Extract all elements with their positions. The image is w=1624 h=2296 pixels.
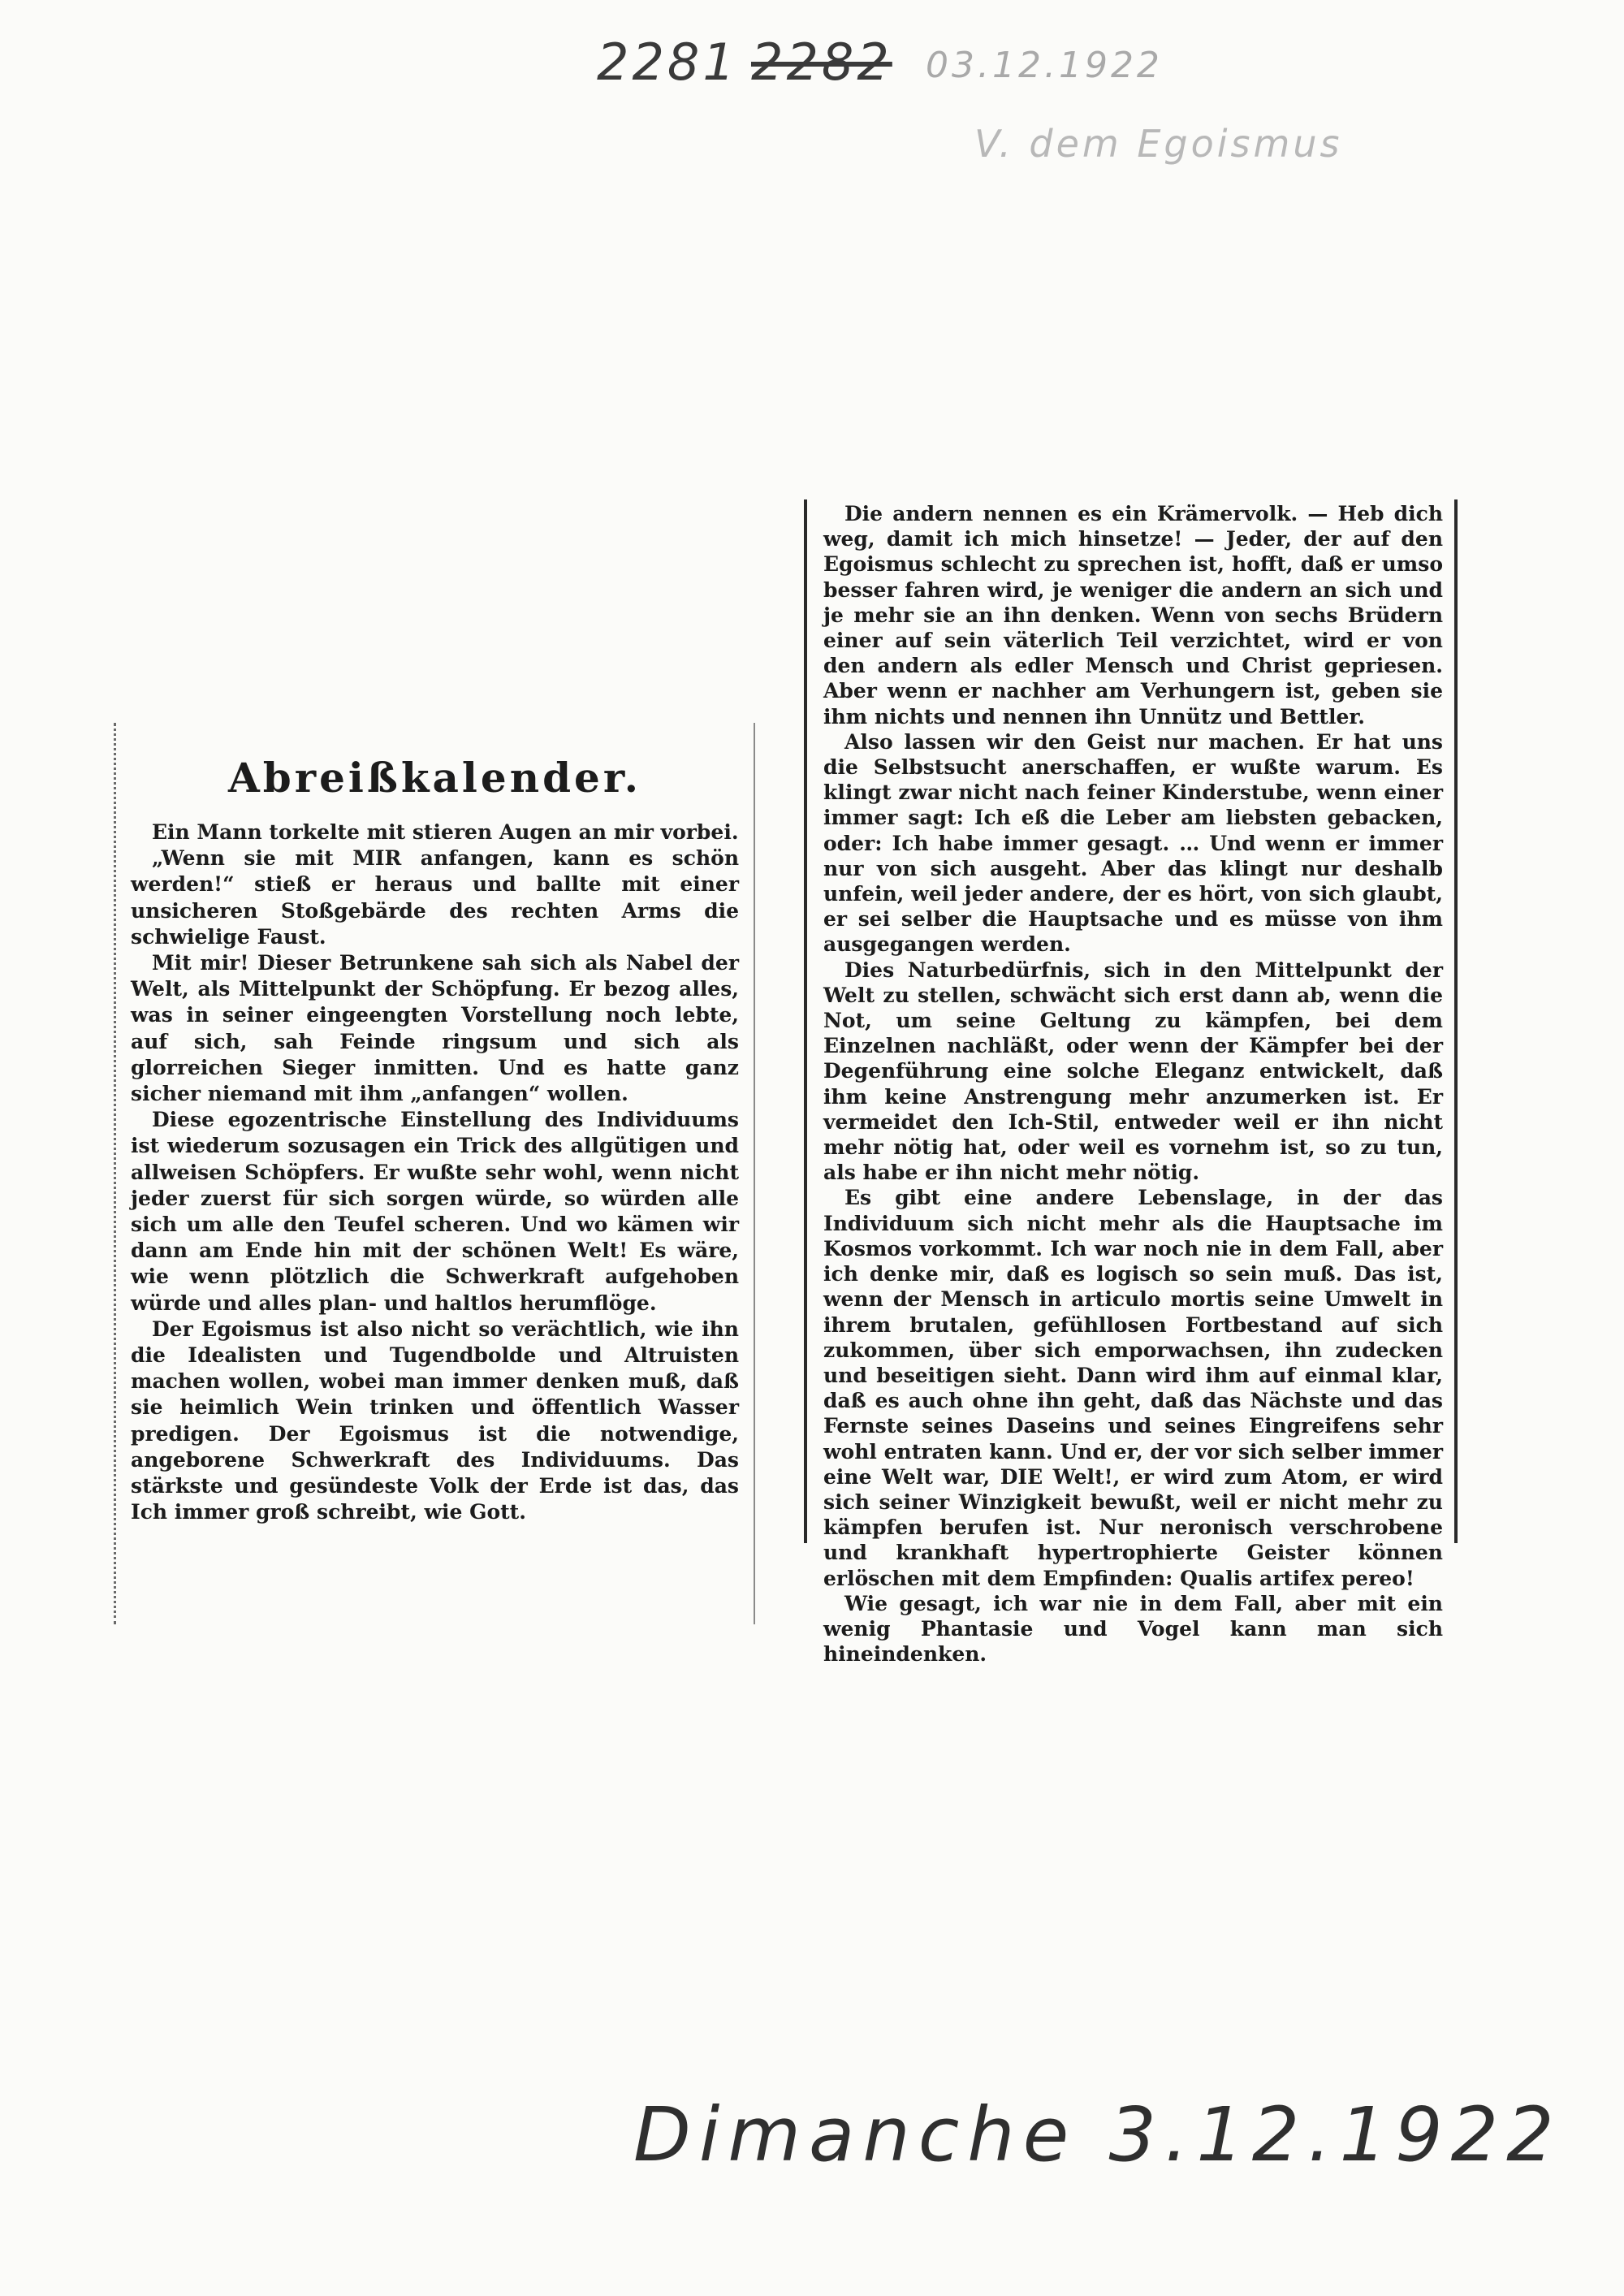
right-paragraph-1: Die andern nennen es ein Krämervolk. — Heb dich weg, damit ich mich hinsetze! — Jeder, der auf den Egoismus schlecht zu sprechen ist, hofft, daß er umso besser fahren wird, je weniger die andern an sich und je mehr sie an ihn denken. Wenn von sechs Brüdern einer auf sein väterlich Teil verzichtet, wird er von den andern als edler Mensch und Christ gepriesen. Aber wenn er nachher am Verhungern ist, geben sie ihm nichts und nennen ihn Unnütz und Bettler. xyxy=(823,502,1443,729)
left-paragraph-4: Diese egozentrische Einstellung des Individuums ist wiederum sozusagen ein Trick des allgütigen und allweisen Schöpfers. Er wußte sehr wohl, wenn nicht jeder zuerst für sich sorgen würde, so würden alle sich um alle den Teufel scheren. Und wo kämen wir dann am Ende hin mit der schönen Welt! Es wäre, wie wenn plötzlich die Schwerkraft aufgehoben würde und alles plan- und haltlos herumflöge. xyxy=(131,1108,739,1315)
left-paragraph-5: Der Egoismus ist also nicht so verächtlich, wie ihn die Idealisten und Tugendbolde und Altruisten machen wollen, wobei man immer denken muß, daß sie heimlich Wein trinken und öffentlich Wasser predigen. Der Egoismus ist die notwendige, angeborene Schwerkraft des Individuums. Das stärkste und gesündeste Volk der Erde ist das, das Ich immer groß schreibt, wie Gott. xyxy=(131,1317,739,1524)
clipping-left-column xyxy=(114,723,755,1624)
archive-number-crossed-out: 2282 xyxy=(751,32,892,92)
right-paragraph-4: Es gibt eine andere Lebenslage, in der das Individuum sich nicht mehr als die Hauptsache im Kosmos vorkommt. Ich war noch nie in dem Fall, aber ich denke mir, daß es logisch so sein muß. Das ist, wenn der Mensch in articulo mortis seine Umwelt in ihrem brutalen, gefühllosen Fortbestand auf sich zukommen, über sich emporwachsen, ihn zudecken und beseitigen sieht. Dann wird ihm auf einmal klar, daß es auch ohne ihn geht, daß das Nächste und das Fernste seines Daseins und seines Eingreifens sehr wohl entraten kann. Und er, der vor sich selber immer eine Welt war, DIE Welt!, er wird zum Atom, er wird sich seiner Winzigkeit bewußt, weil er nicht mehr zu kämpfen berufen ist. Nur neronisch verschrobene und krankhaft hypertrophierte Geister können erlöschen mit dem Empfinden: Qualis artifex pereo! xyxy=(823,1186,1443,1590)
left-paragraph-1: Ein Mann torkelte mit stieren Augen an mir vorbei. xyxy=(152,820,739,844)
archive-date-note: 03.12.1922 xyxy=(926,45,1163,86)
left-paragraph-3: Mit mir! Dieser Betrunkene sah sich als Nabel der Welt, als Mittelpunkt der Schöpfung. Er bezog alles, was in seiner eingeengten Vorstellung noch lebte, auf sich, sah Feinde ringsum und sich als glorreichen Sieger inmitten. Und es hatte ganz sicher niemand mit ihm „anfangen“ wollen. xyxy=(131,951,739,1106)
clipping-right-column xyxy=(804,499,1458,1667)
right-paragraph-5: Wie gesagt, ich war nie in dem Fall, aber mit ein wenig Phantasie und Vogel kann man sich hineindenken. xyxy=(823,1591,1443,1667)
handwritten-bottom-date: Dimanche 3.12.1922 xyxy=(633,2091,1562,2178)
right-paragraph-2: Also lassen wir den Geist nur machen. Er hat uns die Selbstsucht anerschaffen, er wußte warum. Es klingt zwar nicht nach feiner Kinderstube, wenn einer immer sagt: Ich eß die Leber am liebsten gebacken, oder: Ich habe immer gesagt. … Und wenn er immer nur von sich ausgeht. Aber das klingt nur deshalb unfein, weil jeder andere, der es hört, von sich glaubt, er sei selber die Hauptsache und es müsse von ihm ausgegangen werden. xyxy=(823,729,1443,957)
right-paragraph-3: Dies Naturbedürfnis, sich in den Mittelpunkt der Welt zu stellen, schwächt sich erst dann ab, wenn die Not, um seine Geltung zu kämpfen, bei dem Einzelnen nachläßt, oder wenn der Kämpfer bei der Degenführung eine solche Eleganz entwickelt, daß ihm keine Anstrengung mehr anzumerken ist. Er vermeidet den Ich-Stil, entweder weil er ihn nicht mehr nötig hat, oder weil es vornehm ist, so zu tun, als habe er ihn nicht mehr nötig. xyxy=(823,958,1443,1185)
archive-number: 2281 xyxy=(597,32,738,92)
left-paragraph-2: „Wenn sie mit MIR anfangen, kann es schön werden!“ stieß er heraus und ballte mit einer unsicheren Stoßgebärde des rechten Arms die schwielige Faust. xyxy=(131,846,739,949)
article-title: Abreißkalender. xyxy=(227,754,642,802)
archive-title-note: V. dem Egoismus xyxy=(974,122,1343,166)
